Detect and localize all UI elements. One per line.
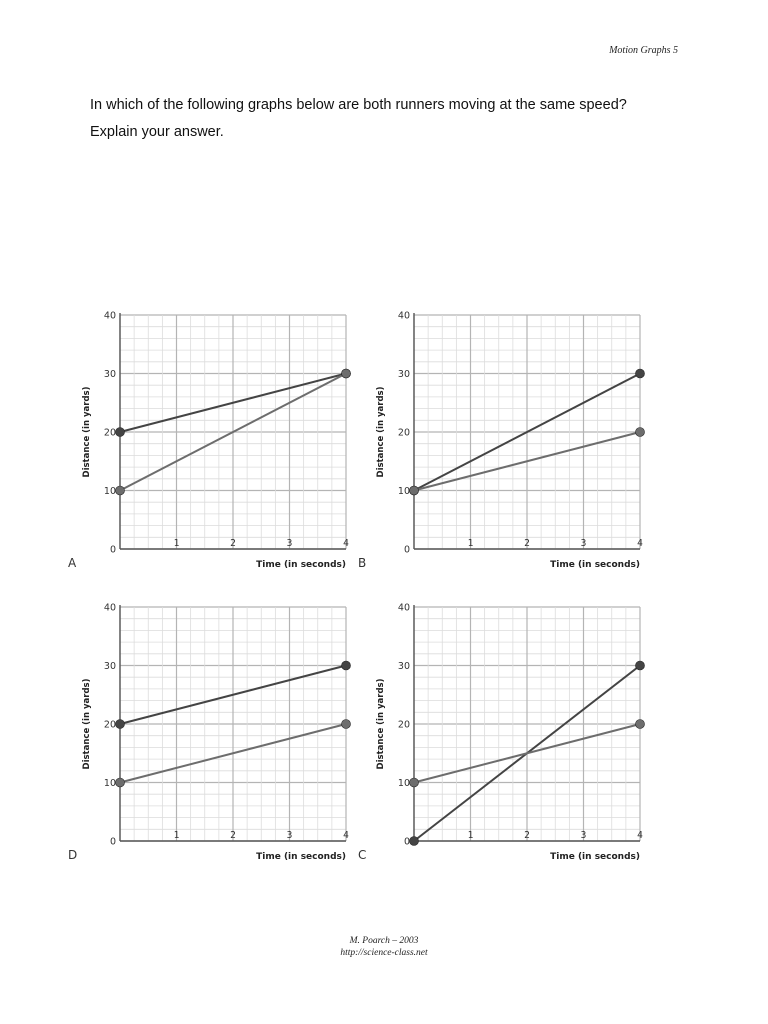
y-tick-label: 0	[403, 836, 410, 848]
data-point	[410, 486, 419, 495]
x-tick-label: 3	[580, 830, 587, 841]
x-tick-label: 3	[580, 538, 587, 549]
y-tick-label: 10	[103, 486, 116, 497]
panel-letter: B	[358, 556, 367, 570]
data-point	[636, 428, 645, 437]
y-tick-label: 10	[397, 486, 410, 497]
page-header-title: Motion Graphs 5	[609, 45, 678, 56]
y-tick-label: 0	[403, 544, 410, 556]
data-point	[342, 720, 351, 729]
y-tick-label: 40	[103, 602, 116, 614]
x-tick-label: 1	[467, 830, 474, 841]
x-tick-label: 1	[467, 538, 474, 549]
x-axis-label: Time (in seconds)	[550, 560, 640, 570]
data-point	[636, 369, 645, 378]
x-tick-label: 2	[524, 830, 530, 841]
x-tick-label: 3	[286, 538, 293, 549]
y-tick-label: 20	[397, 719, 410, 731]
y-tick-label: 40	[103, 310, 116, 322]
data-point	[116, 720, 125, 729]
y-tick-label: 0	[109, 544, 116, 556]
x-tick-label: 3	[286, 830, 293, 841]
question-line-2: Explain your answer.	[90, 124, 224, 140]
x-tick-label: 4	[343, 830, 349, 841]
graph-c	[358, 597, 662, 877]
x-tick-label: 1	[173, 538, 180, 549]
y-tick-label: 40	[397, 602, 410, 614]
graph-b	[358, 305, 662, 585]
x-axis-label: Time (in seconds)	[256, 560, 346, 570]
data-point	[342, 369, 351, 378]
x-tick-label: 1	[173, 830, 180, 841]
grid	[120, 607, 346, 841]
x-axis-label: Time (in seconds)	[550, 852, 640, 862]
data-point	[410, 778, 419, 787]
panel-letter: A	[68, 556, 77, 570]
x-tick-label: 2	[230, 830, 236, 841]
y-axis-label: Distance (in yards)	[376, 386, 386, 478]
y-tick-label: 10	[103, 778, 116, 789]
y-axis-label: Distance (in yards)	[82, 386, 92, 478]
graph-d	[68, 597, 368, 877]
page-footer	[0, 935, 768, 959]
y-tick-label: 20	[397, 427, 410, 439]
y-tick-label: 40	[397, 310, 410, 322]
data-point	[410, 837, 419, 846]
data-point	[342, 661, 351, 670]
question-line-1: In which of the following graphs below are both runners moving at the same speed?	[90, 97, 627, 113]
x-tick-label: 2	[230, 538, 236, 549]
footer-url: http://science-class.net	[340, 948, 428, 958]
grid	[414, 607, 640, 841]
y-tick-label: 30	[103, 369, 116, 380]
x-tick-label: 4	[637, 538, 643, 549]
x-axis-label: Time (in seconds)	[256, 852, 346, 862]
data-point	[636, 720, 645, 729]
x-tick-label: 4	[343, 538, 349, 549]
y-axis-label: Distance (in yards)	[82, 678, 92, 770]
y-tick-label: 30	[397, 661, 410, 672]
panel-letter: D	[68, 848, 78, 862]
x-tick-label: 4	[637, 830, 643, 841]
graph-a	[68, 305, 368, 585]
y-tick-label: 20	[103, 719, 116, 731]
y-tick-label: 30	[103, 661, 116, 672]
data-point	[116, 486, 125, 495]
data-point	[636, 661, 645, 670]
panel-letter: C	[358, 848, 367, 862]
question-block	[90, 92, 710, 146]
data-point	[116, 778, 125, 787]
y-tick-label: 0	[109, 836, 116, 848]
y-axis-label: Distance (in yards)	[376, 678, 386, 770]
y-tick-label: 10	[397, 778, 410, 789]
y-tick-label: 20	[103, 427, 116, 439]
x-tick-label: 2	[524, 538, 530, 549]
data-point	[116, 428, 125, 437]
footer-author: M. Poarch – 2003	[349, 936, 419, 946]
y-tick-label: 30	[397, 369, 410, 380]
